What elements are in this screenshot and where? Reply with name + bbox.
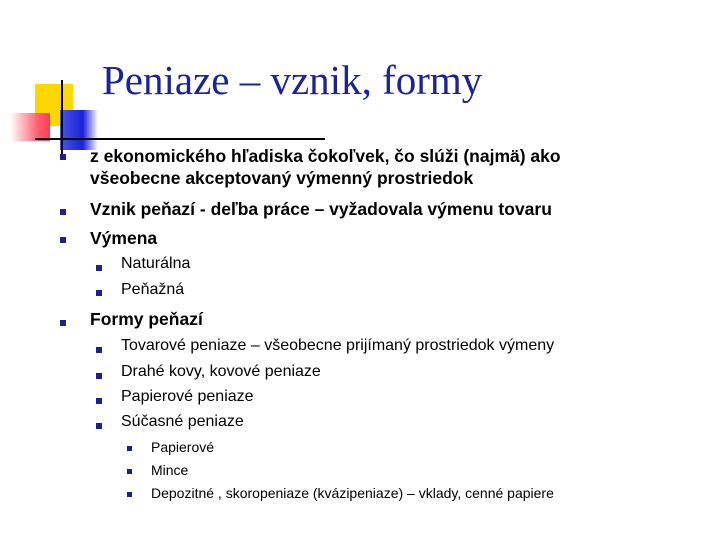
decor-horizontal-line	[35, 138, 325, 140]
decor-red-square	[10, 113, 50, 141]
bullet-square-icon	[127, 492, 132, 497]
bullet-precious-metals: Drahé kovy, kovové peniaze	[121, 363, 321, 380]
bullet-paper-money: Papierové peniaze	[121, 388, 254, 405]
bullet-origin: Vznik peňazí - deľba práce – vyžadovala výmenu tovaru	[90, 199, 552, 219]
decor-blue-square	[60, 110, 98, 150]
bullet-square-icon	[96, 398, 102, 404]
bullet-square-icon	[96, 347, 102, 353]
bullet-square-icon	[96, 423, 102, 429]
bullet-forms: Formy peňazí	[90, 309, 203, 329]
slide-title: Peniaze – vznik, formy	[102, 57, 483, 103]
bullet-monetary: Peňažná	[121, 281, 185, 298]
bullet-deposit-money: Depozitné , skoropeniaze (kvázipeniaze) – vklady, cenné papiere	[151, 485, 554, 501]
bullet-square-icon	[96, 373, 102, 379]
bullet-definition: z ekonomického hľadiska čokoľvek, čo slúži (najmä) ako všeobecne akceptovaný výmenný prostriedok	[90, 146, 561, 188]
decor-vertical-line	[61, 80, 63, 160]
bullet-square-icon	[127, 446, 132, 451]
bullet-square-icon	[96, 265, 102, 271]
bullet-natural: Naturálna	[121, 255, 191, 272]
bullet-square-icon	[60, 237, 66, 243]
bullet-square-icon	[60, 154, 66, 160]
bullet-coins: Mince	[151, 462, 189, 478]
bullet-square-icon	[127, 469, 132, 474]
bullet-square-icon	[96, 290, 102, 296]
bullet-exchange: Výmena	[90, 228, 158, 248]
bullet-square-icon	[60, 209, 66, 215]
bullet-commodity-money: Tovarové peniaze – všeobecne prijímaný prostriedok výmeny	[121, 337, 555, 354]
bullet-current-money: Súčasné peniaze	[121, 413, 244, 430]
bullet-square-icon	[60, 320, 66, 326]
bullet-paper: Papierové	[151, 439, 215, 455]
